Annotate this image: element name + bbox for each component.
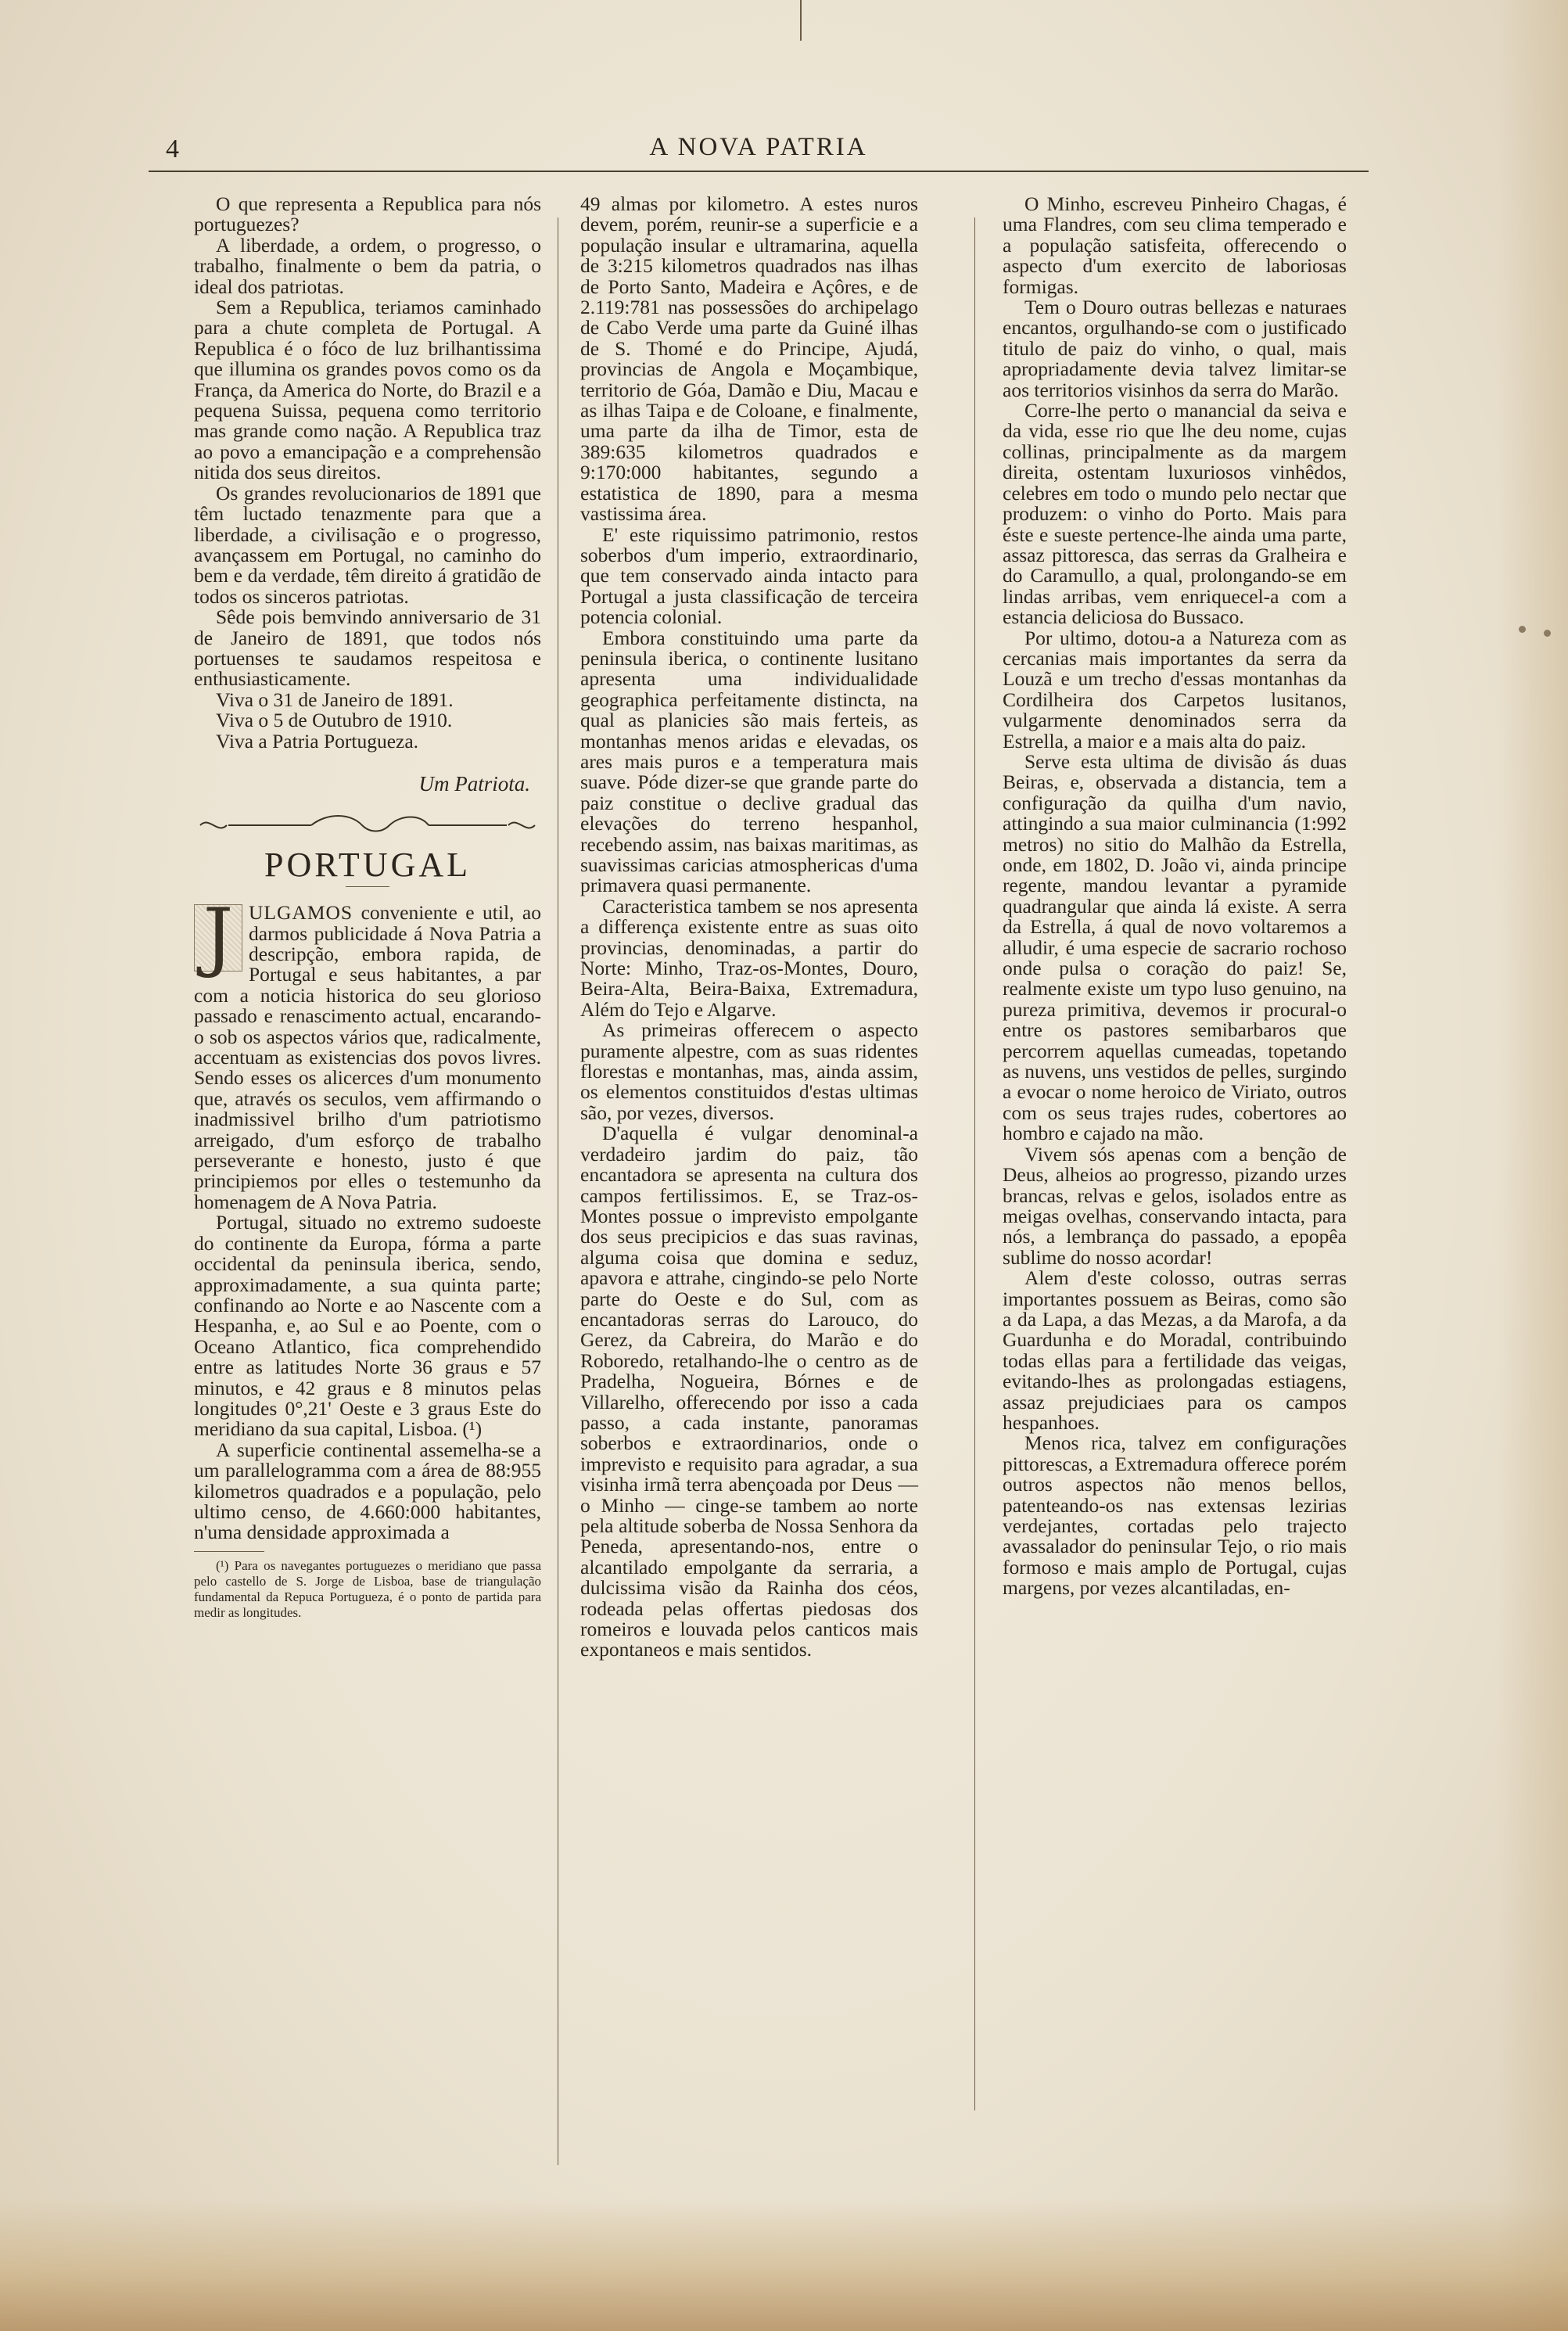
paragraph: Tem o Douro outras bellezas e naturaes encantos, orgulhando-se com o justificado titulo de paiz do vinho, o qual, mais apropriadamente devia talvez limitar-se aos territorios visinhos da serra do Marão.: [1003, 296, 1347, 401]
paragraph: Por ultimo, dotou-a a Natureza com as cercanias mais importantes da serra da Louzã e um trecho d'essas montanhas da Cordilheira dos Carpetos lusitanos, vulgarmente denominados serra da Estrella, a maior e a mais alta do paiz.: [1003, 626, 1347, 752]
page-header: [149, 131, 1369, 171]
paragraph: Alem d'este colosso, outras serras importantes possuem as Beiras, como são a da Lapa, a das Mezas, a da Marofa, a da Guardunha e do Moradal, contribuindo todas ellas para a fertilidade das veigas, evitando-lhes as prolongadas estiagens, assaz prejudiciaes para os campos hespanhoes.: [1003, 1266, 1347, 1434]
paragraph: O Minho, escreveu Pinheiro Chagas, é uma Flandres, com seu clima temperado e a população satisfeita, offerecendo o aspecto d'um exercito de laboriosas formigas.: [1003, 192, 1347, 298]
paragraph: Embora constituindo uma parte da peninsula iberica, o continente lusitano apresenta uma individualidade geographica perfeitamente distincta, na qual as planicies são mais ferteis, as montanhas menos aridas e elevadas, os ares mais puros e a temperatura mais suave. Póde dizer-se que grande parte do paiz constitue o declive gradual das elevações do terreno hespanhol, recebendo assim, nas baixas maritimas, as suavissimas caricias atmosphericas d'uma primavera quasi permanente.: [580, 626, 918, 897]
paragraph: A liberdade, a ordem, o progresso, o trabalho, finalmente o bem da patria, o ideal dos patriotas.: [194, 233, 541, 298]
page-number: 4: [166, 135, 179, 163]
paragraph: Serve esta ultima de divisão ás duas Beiras, e, observada a distancia, tem a configuração da quilha d'um navio, attingindo a sua maior culminancia (1:992 metros) no sitio do Malhão da Estrella, onde, em 1802, D. João vi, ainda principe regente, mandou levantar a pyramide quadrangular que ainda lá existe. A serra da Estrella, á qual de novo voltaremos a alludir, é uma especie de sacrario rochoso onde pulsa o coração do paiz! Se, realmente existe um typo luso genuino, na pureza primitiva, devemos ir procural-o entre os pastores semibarbaros que percorrem aquellas cumeadas, topetando as nuvens, uns vestidos de pelles, surgindo a evocar o nome heroico de Viriato, outros com os seus trajes rudes, cobertores ao hombro e cajado na mão.: [1003, 749, 1347, 1145]
paragraph: O que representa a Republica para nós portuguezes?: [194, 192, 541, 236]
journal-title: A NOVA PATRIA: [649, 133, 868, 161]
edge-stain-right: [1498, 0, 1568, 2331]
footnote-rule: [194, 1551, 264, 1552]
fold-mark: [800, 0, 802, 41]
signature: Um Patriota.: [418, 771, 530, 796]
footnote: (¹) Para os navegantes portuguezes o meridiano que passa pelo castello de S. Jorge de Lisboa, base de triangulação fundamental da Repuca Portugueza, é o ponto de partida para medir as longitudes.: [194, 1557, 541, 1620]
paragraph: Viva o 5 de Outubro de 1910.: [216, 709, 453, 732]
paragraph: Viva o 31 de Janeiro de 1891.: [216, 688, 454, 711]
paragraph: A superficie continental assemelha-se a um parallelogramma com a área de 88:955 kilometros quadrados e a população, pelo ultimo censo, de 4.660:000 habitantes, n'uma densidade approximada a: [194, 1438, 541, 1544]
paragraph: As primeiras offerecem o aspecto puramente alpestre, com as suas ridentes florestas e montanhas, mas, ainda assim, os elementos constituidos d'estas ultimas são, por vezes, diversos.: [580, 1018, 918, 1124]
column-3: [1003, 194, 1347, 1599]
paragraph: Caracteristica tambem se nos apresenta a differença existente entre as suas oito provincias, denominadas, a partir do Norte: Minho, Traz-os-Montes, Douro, Beira-Alta, Beira-Baixa, Extremadura, Além do Tejo e Algarve.: [580, 894, 918, 1021]
paragraph: Viva a Patria Portugueza.: [216, 729, 419, 752]
paragraph: Vivem sós apenas com a benção de Deus, alheios ao progresso, pizando urzes brancas, relvas e gelos, isolados entre as meigas ovelhas, conservando intacta, para nós, a lembrança do passado, a epopêa sublime do nosso acordar!: [1003, 1142, 1347, 1269]
punch-hole: [1519, 626, 1526, 633]
section-title: PORTUGAL: [264, 845, 472, 884]
paragraph: Corre-lhe perto o manancial da seiva e da vida, esse rio que lhe deu nome, cujas collinas, principalmente as da margem direita, ostentam luxuriosos vinhêdos, celebres em todo o mundo pelo nectar que produzem: o vinho do Porto. Mais para éste e sueste pertence-lhe ainda uma parte, assaz pittoresca, das serras da Gralheira e do Caramullo, a qual, prolongando-se em lindas arribas, vem enriquecel-a com a estancia deliciosa do Bussaco.: [1003, 399, 1347, 629]
lead-smallcaps: ULGAMOS: [249, 901, 353, 925]
lead-paragraph: [194, 893, 541, 1213]
paragraph: E' este riquissimo patrimonio, restos soberbos d'um imperio, extraordinario, que tem conservado ainda intacto para Portugal a justa classificação de terceira potencia colonial.: [580, 523, 918, 629]
paragraph: Sem a Republica, teriamos caminhado para a chute completa de Portugal. A Republica é o fóco de luz brilhantissima que illumina os grandes povos como os da França, da America do Norte, do Brazil e a pequena Suissa, pequena como territorio mas grande como nação. A Republica traz ao povo a emancipação e a comprehensão nitida dos seus direitos.: [194, 296, 541, 484]
paragraph: Menos rica, talvez em configurações pittorescas, a Extremadura offerece porém outros aspectos não menos bellos, patenteando-os nas extensas lezirias verdejantes, cortadas pelo trajecto avassalador do peninsular Tejo, o rio mais formoso e mais amplo de Portugal, cujas margens, por vezes alcantiladas, en-: [1003, 1431, 1347, 1600]
column-2: [580, 194, 918, 1661]
paragraph: Os grandes revolucionarios de 1891 que têm luctado tenazmente para que a liberdade, a civilisação e o progresso, avançassem em Portugal, no caminho do bem e da verdade, têm direito á gratidão de todos os sinceros patriotas.: [194, 481, 541, 608]
edge-stain-bottom: [0, 2198, 1568, 2331]
ornament-divider: [194, 811, 541, 839]
header-rule: [149, 171, 1369, 172]
short-rule: [346, 886, 389, 887]
column-divider: [974, 217, 975, 2110]
punch-hole: [1544, 630, 1551, 637]
lead-text: conveniente e util, ao darmos publicidade á Nova Patria a descripção, embora rapida, de Portugal e seus habitantes, a par com a noticia historica do seu glorioso passado e renascimento actual, encarando-o sob os aspectos vários que, radicalmente, accentuam as existencias dos povos livres. Sendo esses os alicerces d'um monumento que, através os seculos, vem affirmando o inadmissivel brilho d'um patriotismo arreigado, d'um esforço de trabalho perseverante e honesto, justo é que principiemos por elles o testemunho da homenagem de A Nova Patria.: [194, 901, 541, 1213]
dropcap: J: [194, 904, 242, 972]
paragraph: D'aquella é vulgar denominal-a verdadeiro jardim do paiz, tão encantadora se apresenta na cultura dos campos fertilissimos. E, se Traz-os-Montes possue o imprevisto empolgante dos seus precipicios e das suas ravinas, alguma coisa que domina e seduz, apavora e attrahe, cingindo-se pelo Norte parte do Oeste e do Sul, com as encantadoras serras do Larouco, do Gerez, da Cabreira, do Marão e do Roboredo, retalhando-lhe o centro as de Pradelha, Nogueira, Bórnes e de Villarelho, offerecendo por isso a cada passo, a cada instante, panoramas soberbos e extraordinarios, onde o imprevisto e requisito para agradar, a sua visinha irmã terra abençoada por Deus — o Minho — cinge-se tambem ao norte pela altitude soberba de Nossa Senhora da Peneda, apresentando-nos, entre o alcantilado empolgante da serraria, a dulcissima visão da Rainha dos céos, rodeada pelas offertas piedosas dos romeiros e louvada pelos canticos mais expontaneos e mais sentidos.: [580, 1122, 918, 1661]
paragraph: Sêde pois bemvindo anniversario de 31 de Janeiro de 1891, que todos nós portuenses te saudamos respeitosa e enthusiasticamente.: [194, 605, 541, 691]
paragraph: 49 almas por kilometro. A estes nuros devem, porém, reunir-se a superficie e a população insular e ultramarina, aquella de 3:215 kilometros quadrados nas ilhas de Porto Santo, Madeira e Açôres, e de 2.119:781 nas possessões do archipelago de Cabo Verde uma parte da Guiné ilhas de S. Thomé e do Principe, Ajudá, provincias de Angola e Moçambique, territorio de Góa, Damão e Diu, Macau e as ilhas Taipa e de Coloane, e finalmente, uma parte da ilha de Timor, esta de 389:635 kilometros quadrados e 9:170:000 habitantes, segundo a estatistica de 1890, para a mesma vastissima área.: [580, 192, 918, 526]
column-1: [194, 194, 541, 1621]
paragraph: Portugal, situado no extremo sudoeste do continente da Europa, fórma a parte occidental da peninsula iberica, sendo, approximadamente, a sua quinta parte; confinando ao Norte e ao Nascente com a Hespanha, e, ao Sul e ao Poente, com o Oceano Atlantico, fica comprehendido entre as latitudes Norte 36 graus e 57 minutos, e 42 graus e 8 minutos pelas longitudes 0°,21' Oeste e 3 graus Este do meridiano da sua capital, Lisboa. (¹): [194, 1211, 541, 1441]
